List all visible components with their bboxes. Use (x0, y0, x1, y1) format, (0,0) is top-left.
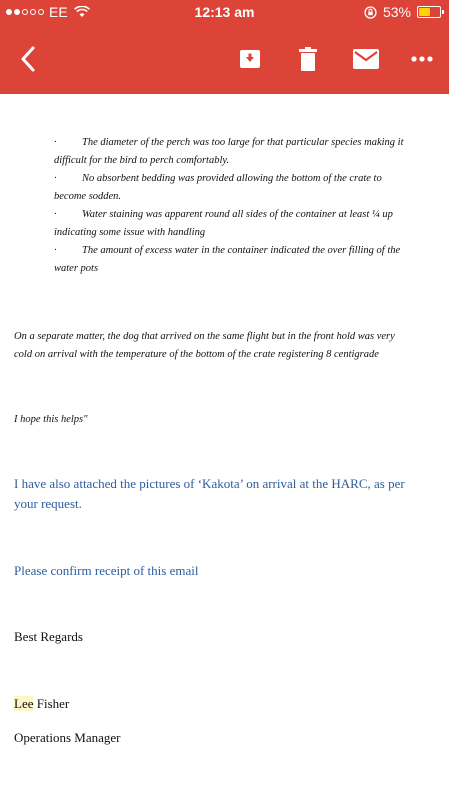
more-button[interactable] (404, 34, 440, 84)
list-item-continuation: indicating some issue with handling (54, 227, 206, 238)
rotation-lock-icon (364, 6, 377, 19)
attachment-note-line-1: I have also attached the pictures of ‘Kakota’ on arrival at the HARC, as per (14, 476, 405, 491)
sign-off: Best Regards (14, 629, 83, 644)
mark-unread-button[interactable] (346, 34, 386, 84)
attachment-note-line-2: your request. (14, 496, 82, 511)
separate-matter-line-2: cold on arrival with the temperature of the bottom of the crate registering 8 centigrade (14, 349, 379, 360)
back-button[interactable] (8, 34, 48, 84)
hope-line: I hope this helps" (14, 414, 88, 425)
list-item-continuation: difficult for the bird to perch comfortably. (54, 155, 230, 166)
signature-last-name: Fisher (33, 696, 70, 711)
more-icon (411, 56, 433, 62)
status-bar (0, 0, 449, 24)
signature-title: Operations Manager (14, 730, 121, 745)
list-item-continuation: water pots (54, 263, 99, 274)
archive-button[interactable] (232, 34, 268, 84)
confirm-receipt-line: Please confirm receipt of this email (14, 563, 199, 578)
signature-name (14, 694, 439, 714)
envelope-icon (353, 49, 379, 69)
list-item-continuation: become sodden. (54, 191, 122, 202)
trash-icon (299, 47, 317, 71)
signature-first-name: Lee (14, 696, 34, 711)
status-time: 12:13 am (194, 4, 255, 20)
chevron-left-icon (20, 46, 36, 72)
battery-icon (417, 6, 441, 18)
delete-button[interactable] (290, 34, 326, 84)
app-header (0, 0, 449, 94)
toolbar (0, 34, 449, 84)
separate-matter-line-1: On a separate matter, the dog that arrived on the same flight but in the front hold was very (14, 331, 395, 342)
carrier-name: EE (49, 4, 68, 20)
battery-percent: 53% (382, 4, 411, 20)
archive-icon (239, 49, 261, 69)
